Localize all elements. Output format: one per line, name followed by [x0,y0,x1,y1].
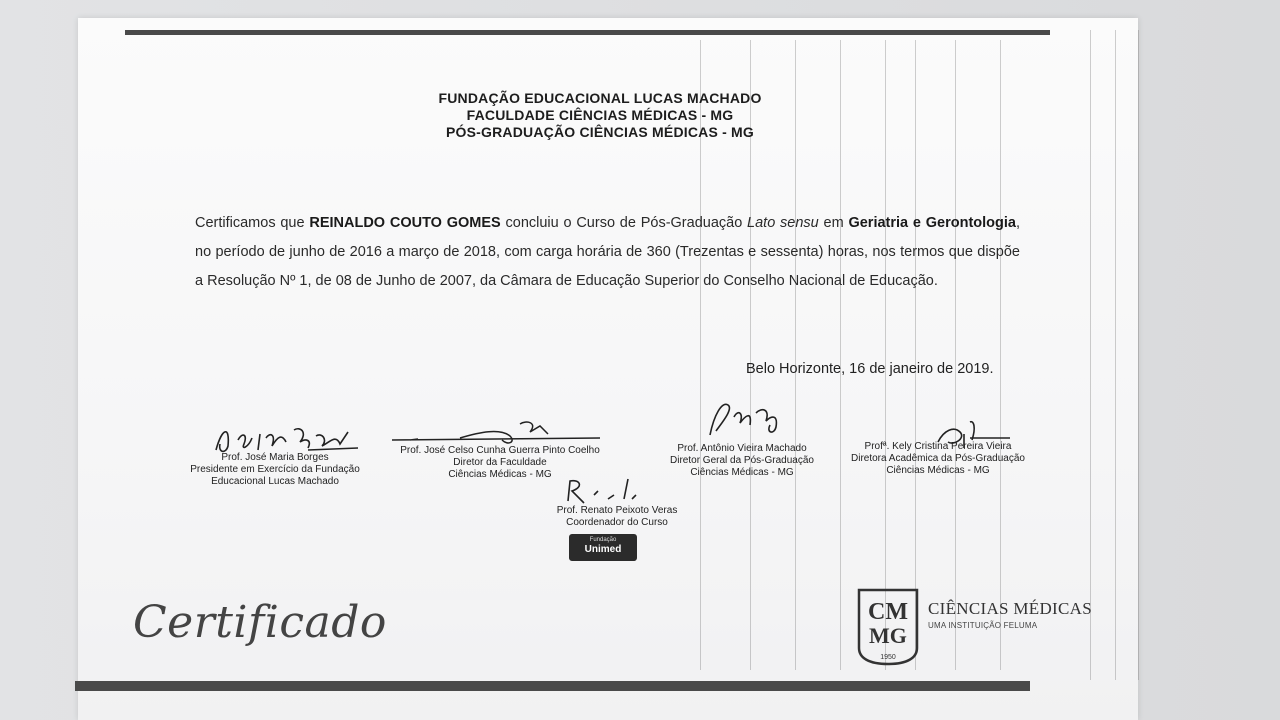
brand-name: CIÊNCIAS MÉDICAS [928,599,1092,618]
signer-4-role: Diretora Acadêmica da Pós-Graduação [851,453,1025,464]
body-details: , no período de junho de 2016 a março de 2018, com carga horária de 360 (Trezentas e sessenta) horas, nos termos que dispõe a Resolução Nº 1, de 08 de Junho de 2007, da Câmara de Educação Superior do Conselho Nacional de Educação. [195,215,1020,289]
unimed-logo [569,534,637,561]
signer-1-name: Prof. José Maria Borges [221,452,329,463]
svg-text:CM: CM [868,599,908,625]
course-name: Geriatria e Gerontologia [848,215,1016,231]
body-course-intro: concluiu o Curso de Pós-Graduação [500,215,748,231]
signer-4-name: Profª. Kely Cristina Pereira Vieira [864,441,1012,452]
signer-3-role-2: Ciências Médicas - MG [690,467,794,478]
signer-2-role: Diretor da Faculdade [453,457,547,468]
signer-5-name: Prof. Renato Peixoto Veras [556,505,678,516]
header-line-1: FUNDAÇÃO EDUCACIONAL LUCAS MACHADO [438,90,762,106]
signature-block-3 [662,443,822,479]
header-line-3: PÓS-GRADUAÇÃO CIÊNCIAS MÉDICAS - MG [445,124,754,140]
place-date: Belo Horizonte, 16 de janeiro de 2019. [746,361,994,377]
signature-block-5 [532,505,702,529]
institution-header [400,90,800,141]
body-intro: Certificamos que [195,215,310,231]
signer-4-role-2: Ciências Médicas - MG [886,465,990,476]
signature-scrawl-3 [690,395,800,441]
signature-block-4 [838,441,1038,477]
svg-text:1950: 1950 [880,654,896,661]
certificate-title: Certificado [133,597,387,648]
signer-3-name: Prof. Antônio Vieira Machado [677,443,807,454]
ciencias-medicas-logo-icon [857,588,919,666]
unimed-small-text: Fundação [589,537,617,543]
signer-2-role-2: Ciências Médicas - MG [448,469,552,480]
body-em: em [818,215,849,231]
svg-text:MG: MG [869,623,907,648]
bleed-through-edge [1080,30,1150,680]
signer-1-role: Presidente em Exercício da Fundação [190,464,360,475]
signature-scrawl-2 [390,418,605,448]
signer-5-role: Coordenador do Curso [566,517,668,528]
student-name: REINALDO COUTO GOMES [309,215,501,231]
header-line-2: FACULDADE CIÊNCIAS MÉDICAS - MG [466,107,734,123]
unimed-label: Unimed [584,544,622,555]
signer-1-role-2: Educacional Lucas Machado [211,476,339,487]
signer-2-name: Prof. José Celso Cunha Guerra Pinto Coelho [400,445,600,456]
signature-scrawl-5 [558,475,668,509]
certificate-body [195,209,1020,296]
brand-tagline: UMA INSTITUIÇÃO FELUMA [928,621,1038,630]
top-rule [125,30,1050,35]
lato-sensu: Lato sensu [747,215,819,231]
bottom-rule [75,681,1030,691]
signature-block-1 [170,452,380,488]
signer-3-role: Diretor Geral da Pós-Graduação [670,455,814,466]
